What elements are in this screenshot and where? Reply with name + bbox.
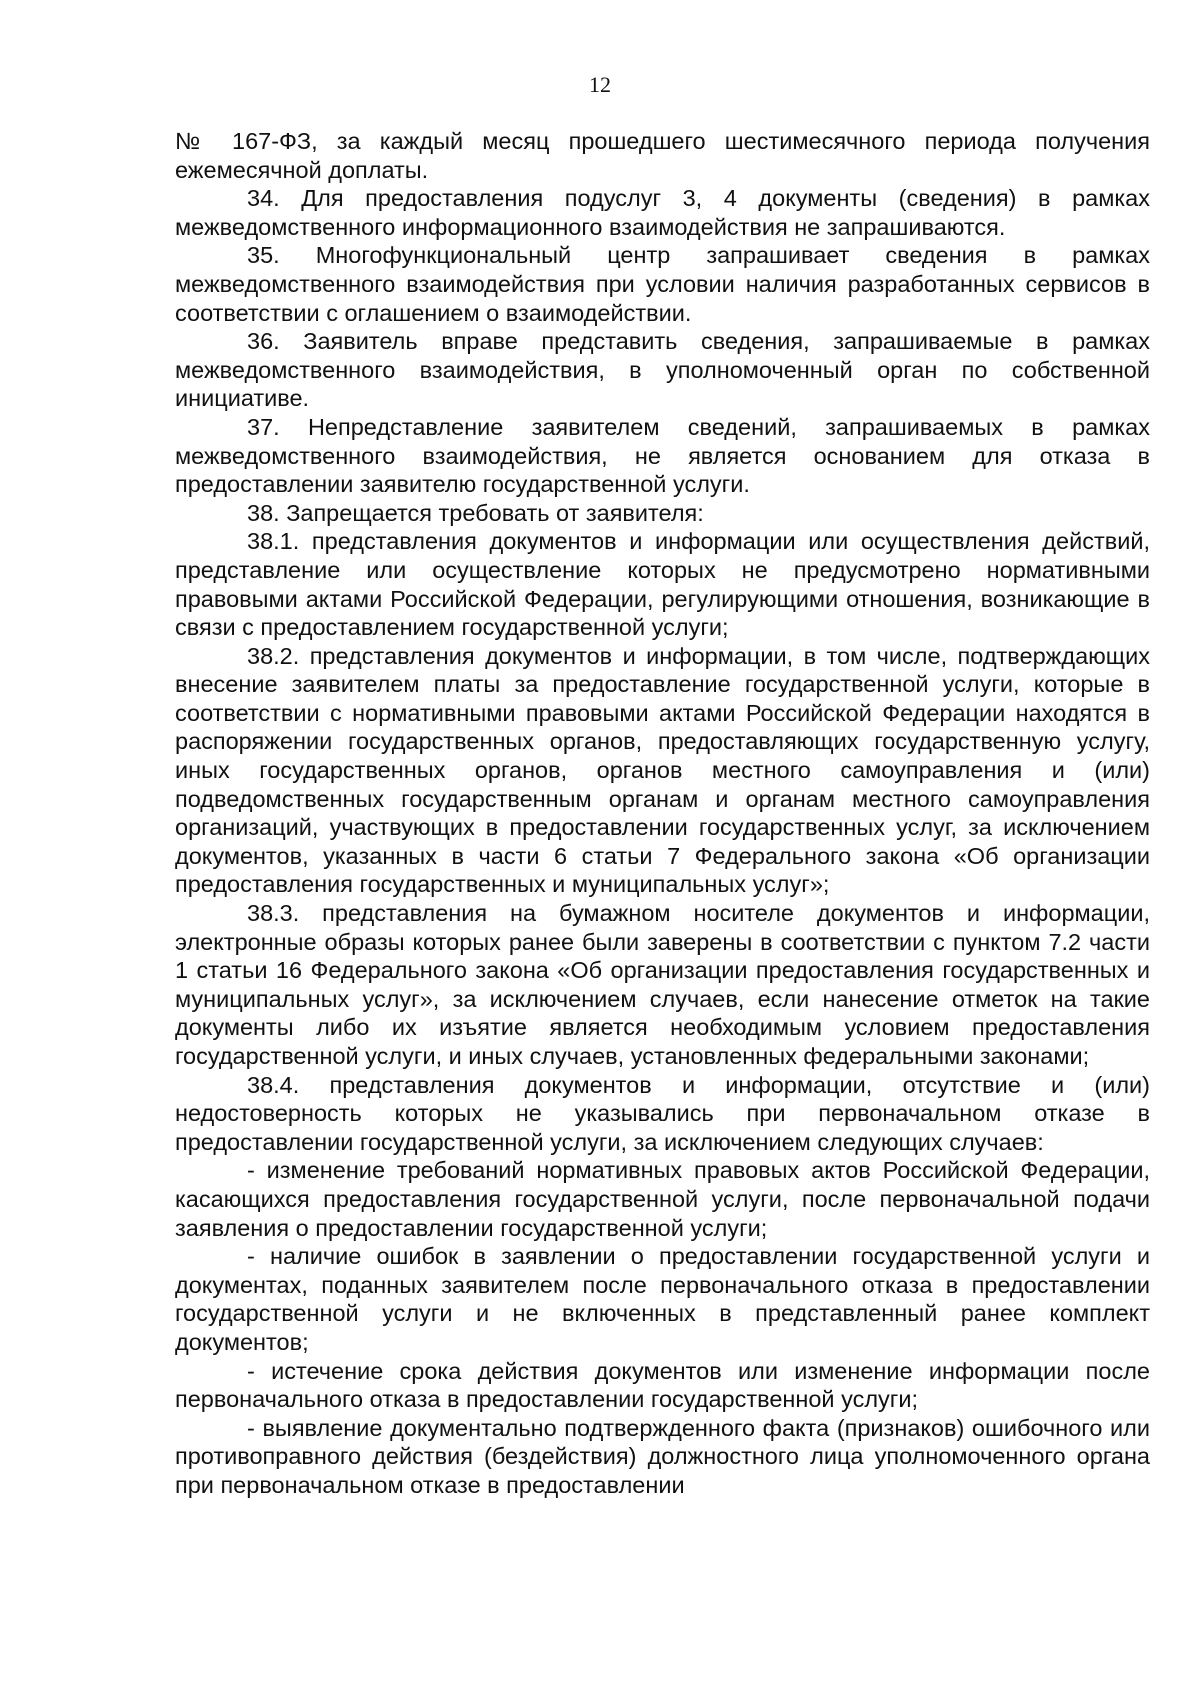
paragraph-item-38-3: 38.3. представления на бумажном носителе документов и информации, электронные образы которых ранее были заверены в соответствии с пунктом 7.2 части 1 статьи 16 Федерального закона «Об организации предоставления государственных и муниципальных услуг», за исключением случаев, если нанесение отметок на такие документы либо их изъятие является необходимым условием предоставления государственной услуги, и иных случаев, установленных федеральными законами;	[175, 900, 1150, 1069]
page-number: 12	[589, 72, 611, 97]
paragraph-continuation: № 167-ФЗ, за каждый месяц прошедшего шестимесячного периода получения ежемесячной доплаты.	[175, 128, 1150, 183]
list-item-official-misconduct: - выявление документально подтвержденного факта (признаков) ошибочного или противоправного действия (бездействия) должностного лица уполномоченного органа при первоначальном отказе в предоставлении	[175, 1414, 1150, 1498]
paragraph-item-38-1: 38.1. представления документов и информации или осуществления действий, представление или осуществление которых не предусмотрено нормативными правовыми актами Российской Федерации, регулирующими отношения, возникающие в связи с предоставлением государственной услуги;	[175, 528, 1150, 641]
paragraph-item-38-4: 38.4. представления документов и информации, отсутствие и (или) недостоверность которых не указывались при первоначальном отказе в предоставлении государственной услуги, за исключением следующих случаев:	[175, 1071, 1150, 1155]
document-body	[175, 127, 1150, 1500]
list-item-document-expiry: - истечение срока действия документов или изменение информации после первоначального отказа в предоставлении государственной услуги;	[175, 1357, 1150, 1413]
paragraph-item-37: 37. Непредставление заявителем сведений, запрашиваемых в рамках межведомственного взаимодействия, не является основанием для отказа в предоставлении заявителю государственной услуги.	[175, 413, 1150, 498]
paragraph-item-35: 35. Многофункциональный центр запрашивает сведения в рамках межведомственного взаимодействия при условии наличия разработанных сервисов в соответствии с оглашением о взаимодействии.	[175, 242, 1150, 326]
paragraph-item-36: 36. Заявитель вправе представить сведения, запрашиваемые в рамках межведомственного взаимодействия, в уполномоченный орган по собственной инициативе.	[175, 328, 1150, 412]
list-item-application-errors: - наличие ошибок в заявлении о предоставлении государственной услуги и документах, поданных заявителем после первоначального отказа в предоставлении государственной услуги и не включенных в представленный ранее комплект документов;	[175, 1243, 1150, 1355]
paragraph-item-38: 38. Запрещается требовать от заявителя:	[247, 499, 704, 526]
paragraph-item-38-2: 38.2. представления документов и информации, в том числе, подтверждающих внесение заявителем платы за предоставление государственной услуги, которые в соответствии с нормативными правовыми актами Российской Федерации находятся в распоряжении государственных органов, предоставляющих государственную услугу, иных государственных органов, органов местного самоуправления и (или) подведомственных государственным органам и органам местного самоуправления организаций, участвующих в предоставлении государственных услуг, за исключением документов, указанных в части 6 статьи 7 Федерального закона «Об организации предоставления государственных и муниципальных услуг»;	[175, 642, 1150, 898]
list-item-requirements-change: - изменение требований нормативных правовых актов Российской Федерации, касающихся предоставления государственной услуги, после первоначальной подачи заявления о предоставлении государственной услуги;	[175, 1157, 1150, 1241]
paragraph-item-34: 34. Для предоставления подуслуг 3, 4 документы (сведения) в рамках межведомственного информационного взаимодействия не запрашиваются.	[175, 185, 1150, 240]
